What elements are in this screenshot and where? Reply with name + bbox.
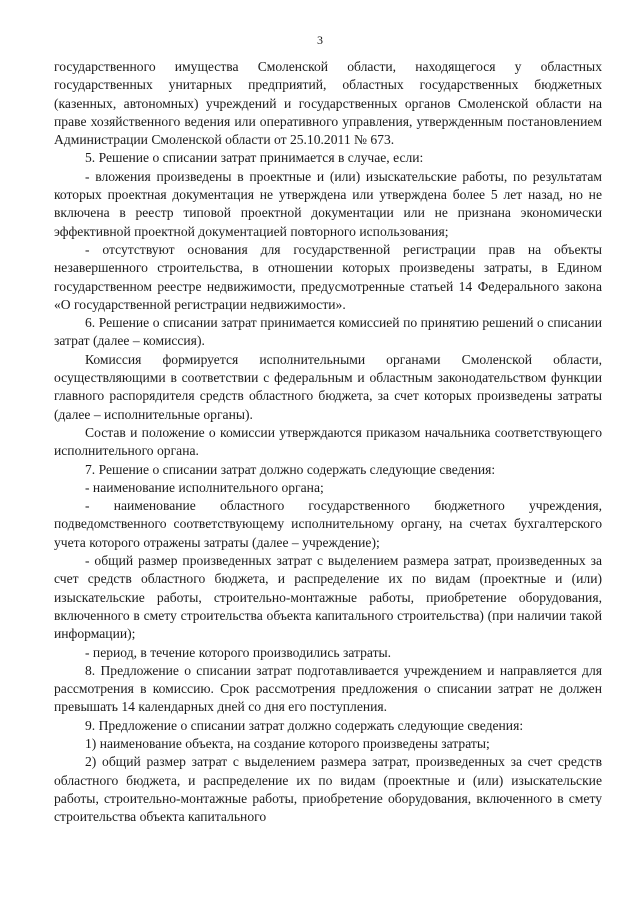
paragraph: 9. Предложение о списании затрат должно содержать следующие сведения: xyxy=(85,717,524,733)
paragraph: - наименование исполнительного органа; xyxy=(85,479,324,495)
document-body xyxy=(54,58,602,826)
paragraph: - наименование областного государственного бюджетного учреждения, подведомственного соответствующему исполнительному органу, на счетах бухгалтерского учета которого отражены затраты (далее – учреждение); xyxy=(54,498,602,550)
paragraph: Комиссия формируется исполнительными органами Смоленской области, осуществляющими в соответствии с федеральным и областным законодательством функции главного распорядителя средств областного бюджета, за счет которых произведены затраты (далее – исполнительные органы). xyxy=(54,351,602,422)
paragraph: - вложения произведены в проектные и (или) изыскательские работы, по результатам которых проектная документация не утверждена или утверждена более 5 лет назад, но не включена в реестр типовой проектной документации или не признана экономически эффективной проектной документацией повторного использования; xyxy=(54,168,602,239)
paragraph: 1) наименование объекта, на создание которого произведены затраты; xyxy=(85,735,490,751)
paragraph: государственного имущества Смоленской области, находящегося у областных государственных унитарных предприятий, областных государственных бюджетных (казенных, автономных) учреждений и государственных органов Смоленской области на праве хозяйственного ведения или оперативного управления, утвержденным постановлением Администрации Смоленской области от 25.10.2011 № 673. xyxy=(54,59,602,148)
paragraph: - общий размер произведенных затрат с выделением размера затрат, произведенных за счет средств областного бюджета, и распределение их по видам (проектные и (или) изыскательские работы, строительно-монтажные работы, приобретение оборудования, включенного в смету строительства объекта капитального строительства) (при наличии такой информации); xyxy=(54,553,602,642)
paragraph: 5. Решение о списании затрат принимается в случае, если: xyxy=(85,150,424,166)
paragraph: - период, в течение которого производились затраты. xyxy=(85,644,392,660)
page-number: 3 xyxy=(317,33,323,47)
paragraph: 2) общий размер затрат с выделением размера затрат, произведенных за счет средств областного бюджета, и распределение их по видам (проектные и (или) изыскательские работы, строительно-монтажные работы, приобретение оборудования, включенного в смету строительства объекта капитального xyxy=(54,754,602,825)
paragraph: - отсутствуют основания для государственной регистрации прав на объекты незавершенного строительства, в отношении которых произведены затраты, в Едином государственном реестре недвижимости, предусмотренные статьей 14 Федерального закона «О государственной регистрации недвижимости». xyxy=(54,241,602,312)
paragraph: 7. Решение о списании затрат должно содержать следующие сведения: xyxy=(85,461,496,477)
paragraph: Состав и положение о комиссии утверждаются приказом начальника соответствующего исполнительного органа. xyxy=(54,424,602,459)
paragraph: 8. Предложение о списании затрат подготавливается учреждением и направляется для рассмотрения в комиссию. Срок рассмотрения предложения о списании затрат не должен превышать 14 календарных дней со дня его поступления. xyxy=(54,662,602,715)
paragraph: 6. Решение о списании затрат принимается комиссией по принятию решений о списании затрат (далее – комиссия). xyxy=(54,315,602,349)
